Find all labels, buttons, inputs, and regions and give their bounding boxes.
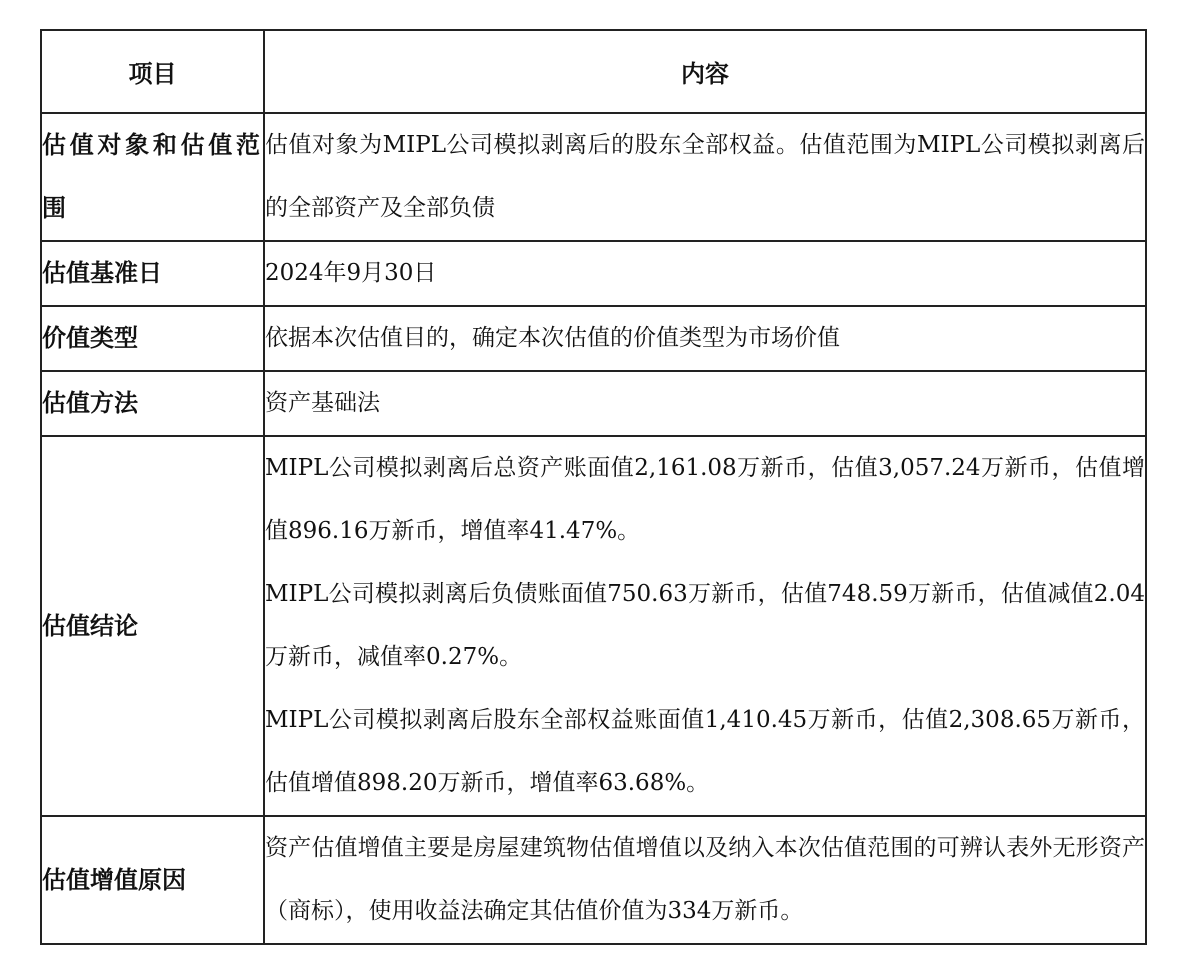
conclusion-paragraph-liabilities: MIPL公司模拟剥离后负债账面值750.63万新币，估值748.59万新币，估值减值2.04万新币，减值率0.27%。 (265, 581, 1145, 670)
row-label-valuation-target: 估值对象和估值范围 (41, 113, 264, 241)
row-label-value-type: 价值类型 (41, 306, 264, 371)
row-label-valuation-method: 估值方法 (41, 371, 264, 436)
header-content: 内容 (264, 30, 1146, 113)
row-content-valuation-target: 估值对象为MIPL公司模拟剥离后的股东全部权益。估值范围为MIPL公司模拟剥离后的全部资产及全部负债 (264, 113, 1146, 241)
table-row-valuation-conclusion (41, 436, 1146, 816)
table-row-valuation-target (41, 113, 1146, 241)
row-content-valuation-date: 2024年9月30日 (264, 241, 1146, 306)
row-label-appreciation-reason: 估值增值原因 (41, 816, 264, 944)
valuation-summary-table (40, 29, 1147, 945)
row-content-valuation-conclusion (264, 436, 1146, 816)
table-row-valuation-date (41, 241, 1146, 306)
row-label-valuation-date: 估值基准日 (41, 241, 264, 306)
row-content-appreciation-reason: 资产估值增值主要是房屋建筑物估值增值以及纳入本次估值范围的可辨认表外无形资产（商标），使用收益法确定其估值价值为334万新币。 (264, 816, 1146, 944)
conclusion-paragraph-equity: MIPL公司模拟剥离后股东全部权益账面值1,410.45万新币，估值2,308.65万新币，估值增值898.20万新币，增值率63.68%。 (265, 707, 1145, 796)
row-content-value-type: 依据本次估值目的，确定本次估值的价值类型为市场价值 (264, 306, 1146, 371)
table-row-valuation-method (41, 371, 1146, 436)
row-label-valuation-conclusion: 估值结论 (41, 436, 264, 816)
table-header-row (41, 30, 1146, 113)
table-row-value-type (41, 306, 1146, 371)
row-content-valuation-method: 资产基础法 (264, 371, 1146, 436)
table-row-appreciation-reason (41, 816, 1146, 944)
conclusion-paragraph-assets: MIPL公司模拟剥离后总资产账面值2,161.08万新币，估值3,057.24万新币，估值增值896.16万新币，增值率41.47%。 (265, 455, 1145, 544)
header-item: 项目 (41, 30, 264, 113)
